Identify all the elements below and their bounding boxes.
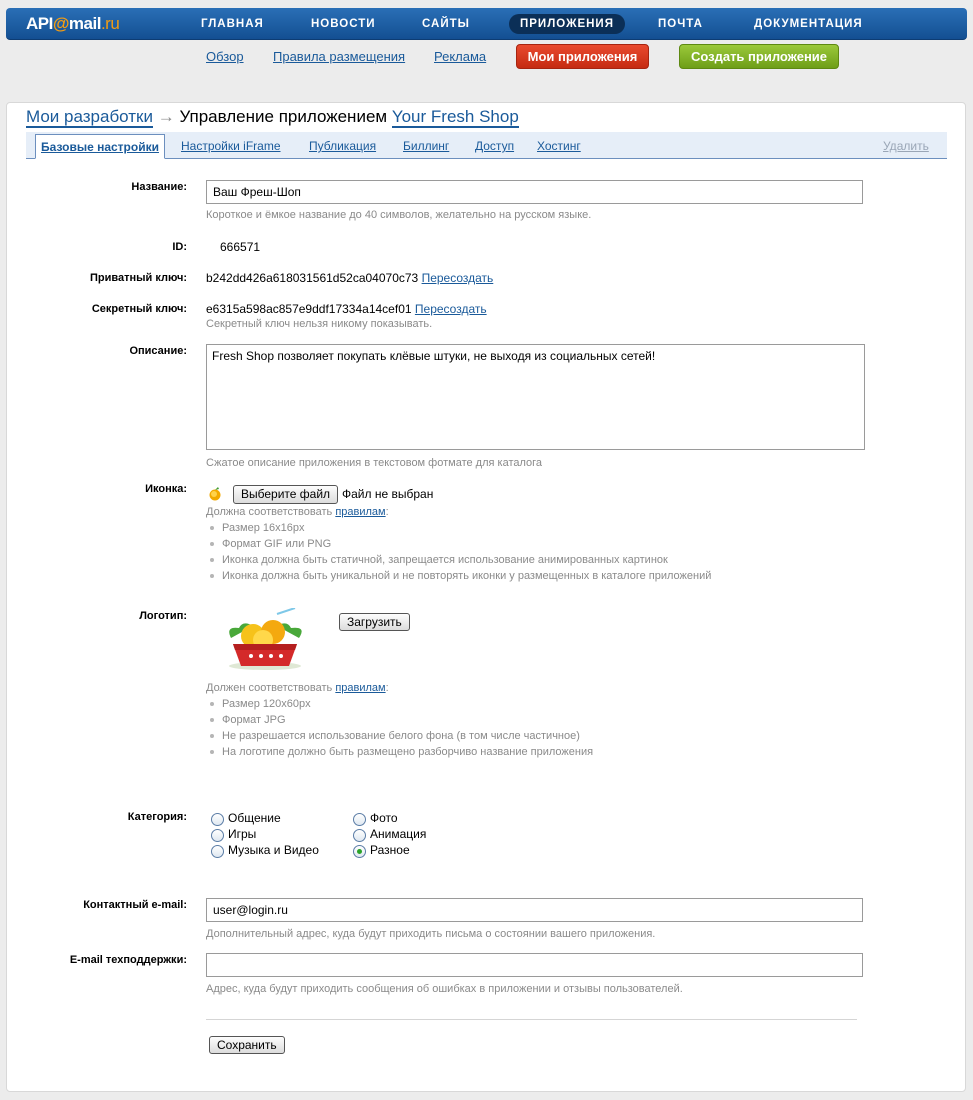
category-option-label: Общение bbox=[228, 811, 281, 825]
icon-label: Иконка: bbox=[145, 483, 187, 495]
nav-main[interactable]: ГЛАВНАЯ bbox=[201, 18, 264, 30]
subnav-overview[interactable]: Обзор bbox=[206, 49, 244, 64]
no-file-chosen-text: Файл не выбран bbox=[342, 487, 434, 501]
category-option-label: Разное bbox=[370, 843, 410, 857]
breadcrumb bbox=[26, 107, 519, 127]
nav-mail[interactable]: ПОЧТА bbox=[658, 18, 703, 30]
subnav-rules[interactable]: Правила размещения bbox=[273, 49, 406, 64]
category-option-label: Анимация bbox=[370, 827, 427, 841]
secret-key-hint: Секретный ключ нельзя никому показывать. bbox=[206, 318, 433, 330]
support-email-hint: Адрес, куда будут приходить сообщения об ошибках в приложении и отзывы пользователей. bbox=[206, 983, 683, 995]
name-input[interactable] bbox=[206, 180, 863, 204]
description-label: Описание: bbox=[129, 345, 187, 357]
support-email-input[interactable] bbox=[206, 953, 863, 977]
my-apps-button[interactable]: Мои приложения bbox=[516, 44, 649, 69]
category-radio-photo[interactable] bbox=[353, 813, 366, 826]
page-title: Управление приложением bbox=[179, 107, 388, 126]
nav-news[interactable]: НОВОСТИ bbox=[311, 18, 376, 30]
app-name-link[interactable]: Your Fresh Shop bbox=[391, 107, 519, 126]
secret-key-row bbox=[206, 302, 487, 316]
category-radio-games[interactable] bbox=[211, 829, 224, 842]
category-label: Категория: bbox=[127, 811, 187, 823]
list-item: Формат GIF или PNG bbox=[206, 536, 711, 552]
tab-billing[interactable]: Биллинг bbox=[403, 139, 450, 153]
category-option-label: Фото bbox=[370, 811, 398, 825]
category-option-label: Музыка и Видео bbox=[228, 843, 319, 857]
list-item: Иконка должна быть уникальной и не повторять иконки у размещенных в каталоге приложений bbox=[206, 568, 711, 584]
id-value: 666571 bbox=[220, 240, 261, 254]
support-email-label: E-mail техподдержки: bbox=[69, 954, 187, 966]
tab-access[interactable]: Доступ bbox=[475, 139, 515, 153]
list-item: Размер 120x60px bbox=[206, 696, 593, 712]
list-item: Иконка должна быть статичной, запрещается использование анимированных картинок bbox=[206, 552, 711, 568]
category-radio-misc[interactable] bbox=[353, 845, 366, 858]
icon-rules-suffix: : bbox=[385, 506, 389, 518]
choose-file-button[interactable]: Выберите файл bbox=[233, 485, 338, 504]
logo-rules-suffix: : bbox=[385, 682, 389, 694]
nav-docs[interactable]: ДОКУМЕНТАЦИЯ bbox=[754, 18, 863, 30]
contact-email-hint: Дополнительный адрес, куда будут приходить письма о состоянии вашего приложения. bbox=[206, 928, 656, 940]
tab-basic-settings[interactable]: Базовые настройки bbox=[35, 134, 165, 159]
private-key-value: b242dd426a618031561d52ca04070c73 bbox=[206, 271, 419, 285]
name-hint: Короткое и ёмкое название до 40 символов, желательно на русском языке. bbox=[206, 209, 592, 221]
logo-label: Логотип: bbox=[139, 610, 187, 622]
app-icon-preview bbox=[208, 487, 222, 501]
category-option-label: Игры bbox=[228, 827, 257, 841]
top-nav-bar bbox=[6, 8, 967, 40]
logo-rules-link[interactable]: правилам bbox=[335, 682, 386, 694]
tab-publication[interactable]: Публикация bbox=[309, 139, 377, 153]
category-radio-communication[interactable] bbox=[211, 813, 224, 826]
tab-hosting[interactable]: Хостинг bbox=[537, 139, 581, 153]
contact-email-input[interactable] bbox=[206, 898, 863, 922]
icon-rules-prefix: Должна соответствовать bbox=[206, 506, 333, 518]
save-button[interactable]: Сохранить bbox=[209, 1036, 285, 1054]
main-panel bbox=[6, 102, 966, 1092]
create-app-button[interactable]: Создать приложение bbox=[679, 44, 839, 69]
delete-app-link[interactable]: Удалить bbox=[883, 139, 929, 153]
icon-rules-link[interactable]: правилам bbox=[335, 506, 386, 518]
private-key-row bbox=[206, 271, 493, 285]
upload-logo-button[interactable]: Загрузить bbox=[339, 613, 410, 631]
nav-apps[interactable]: ПРИЛОЖЕНИЯ bbox=[509, 14, 625, 34]
name-label: Название: bbox=[131, 181, 187, 193]
private-key-label: Приватный ключ: bbox=[89, 272, 187, 284]
description-textarea[interactable] bbox=[206, 344, 865, 450]
category-radio-animation[interactable] bbox=[353, 829, 366, 842]
category-radio-music-video[interactable] bbox=[211, 845, 224, 858]
breadcrumb-arrow: → bbox=[157, 107, 175, 126]
api-mail-logo[interactable]: API@mail.ru bbox=[26, 14, 120, 33]
tab-iframe-settings[interactable]: Настройки iFrame bbox=[181, 139, 281, 153]
regenerate-secret-key-link[interactable]: Пересоздать bbox=[414, 302, 487, 316]
secret-key-value: e6315a598ac857e9ddf17334a14cef01 bbox=[206, 302, 412, 316]
logo-rules-list bbox=[206, 696, 593, 760]
tab-bar bbox=[26, 132, 947, 159]
form-divider bbox=[206, 1019, 857, 1020]
subnav-ads[interactable]: Реклама bbox=[434, 49, 487, 64]
list-item: На логотипе должно быть размещено разборчиво название приложения bbox=[206, 744, 593, 760]
logo-rules-intro bbox=[206, 682, 389, 694]
app-logo-preview bbox=[217, 608, 313, 672]
icon-rules-list bbox=[206, 520, 711, 584]
logo-rules-prefix: Должен соответствовать bbox=[206, 682, 333, 694]
list-item: Формат JPG bbox=[206, 712, 593, 728]
regenerate-private-key-link[interactable]: Пересоздать bbox=[421, 271, 494, 285]
secret-key-label: Секретный ключ: bbox=[91, 303, 187, 315]
list-item: Не разрешается использование белого фона (в том числе частичное) bbox=[206, 728, 593, 744]
breadcrumb-root-link[interactable]: Мои разработки bbox=[26, 107, 153, 126]
nav-sites[interactable]: САЙТЫ bbox=[422, 18, 470, 30]
contact-email-label: Контактный e-mail: bbox=[83, 899, 187, 911]
icon-rules-intro bbox=[206, 506, 389, 518]
description-hint: Сжатое описание приложения в текстовом фотмате для каталога bbox=[206, 457, 543, 469]
id-label: ID: bbox=[172, 241, 187, 253]
list-item: Размер 16x16px bbox=[206, 520, 711, 536]
